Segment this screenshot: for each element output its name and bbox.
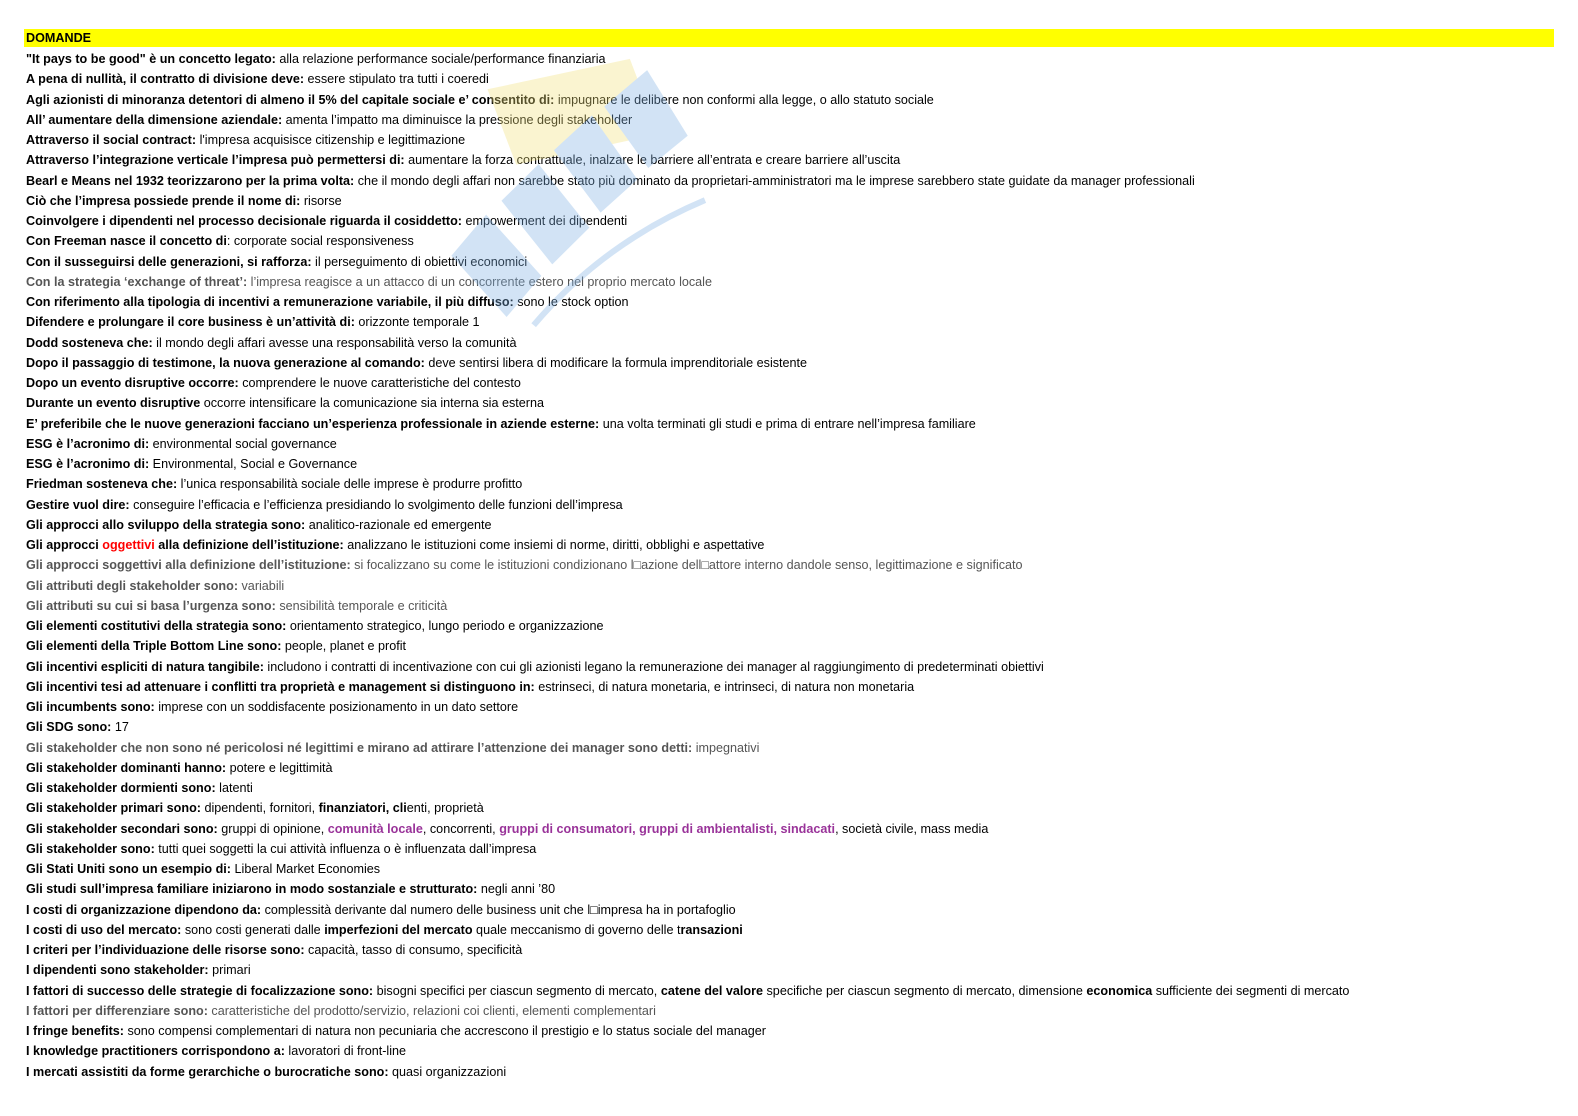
qa-row	[24, 555, 1554, 575]
answer-text: dipendenti, fornitori,	[200, 801, 319, 816]
question-text: E’ preferibile che le nuove generazioni facciano un’esperienza professionale in aziende esterne:	[26, 416, 600, 431]
question-text: "It pays to be good" è un concetto legato:	[26, 52, 276, 66]
question-text: I costi di organizzazione dipendono da:	[26, 902, 262, 917]
answer-text: imprese con un soddisfacente posizionamento in un dato settore	[154, 700, 519, 714]
answer-text: aumentare la forza contrattuale, inalzare le barriere all’entrata e creare barriere all’uscita	[404, 153, 901, 168]
answer-text: quale meccanismo di governo delle t	[472, 922, 681, 937]
qa-row	[24, 353, 1554, 373]
answer-text: capacità, tasso di consumo, specificità	[304, 943, 523, 957]
qa-row	[24, 920, 1554, 940]
qa-row	[24, 778, 1554, 798]
question-text: Con riferimento alla tipologia di incentivi a remunerazione variabile, il più diffuso:	[26, 295, 514, 309]
answer-text: negli anni ’80	[477, 882, 556, 897]
qa-row	[24, 312, 1554, 332]
answer-text: il mondo degli affari avesse una responsabilità verso la comunità	[152, 335, 517, 350]
question-text: I mercati assistiti da forme gerarchiche o burocratiche sono:	[26, 1064, 389, 1079]
qa-row	[24, 616, 1554, 636]
answer-text: sono le stock option	[513, 295, 629, 309]
question-text: Attraverso l’integrazione verticale l’impresa può permettersi di:	[26, 153, 405, 168]
qa-row	[24, 49, 1554, 69]
emphasis-red-text: oggettivi	[102, 538, 155, 552]
answer-text: alla relazione performance sociale/performance finanziaria	[275, 52, 606, 66]
answer-text: analizzano le istituzioni come insiemi di norme, diritti, obblighi e aspettative	[343, 538, 765, 552]
question-text: Gli studi sull’impresa familiare iniziarono in modo sostanziale e strutturato:	[26, 882, 478, 897]
qa-row	[24, 697, 1554, 717]
question-text: ESG è l’acronimo di:	[26, 436, 150, 451]
answer-text: Environmental, Social e Governance	[149, 457, 358, 471]
answer-text: sono costi generati dalle	[181, 922, 325, 937]
qa-row	[24, 636, 1554, 656]
qa-row	[24, 535, 1554, 555]
qa-row	[24, 292, 1554, 312]
answer-text: 17	[111, 720, 129, 735]
answer-text: Liberal Market Economies	[231, 862, 381, 876]
question-text: Gli approcci allo sviluppo della strategia sono:	[26, 517, 306, 532]
question-text: Gli stakeholder dominanti hanno:	[26, 760, 227, 775]
answer-text: sono compensi complementari di natura non pecuniaria che accrescono il prestigio e lo status sociale del manager	[123, 1024, 766, 1038]
answer-text: impegnativi	[692, 740, 760, 755]
question-text: Difendere e prolungare il core business è un’attività di:	[26, 315, 355, 330]
section-header: DOMANDE	[24, 29, 1554, 47]
answer-text: complessità derivante dal numero delle business unit che l□impresa ha in portafoglio	[261, 902, 736, 917]
qa-row	[24, 231, 1554, 251]
emphasis-bold-text: imperfezioni del mercato	[324, 922, 473, 937]
answer-text: deve sentirsi libera di modificare la formula imprenditoriale esistente	[424, 355, 808, 370]
qa-row	[24, 414, 1554, 434]
question-text: Dopo il passaggio di testimone, la nuova generazione al comando:	[26, 355, 425, 370]
answer-text: estrinseci, di natura monetaria, e intrinseci, di natura non monetaria	[534, 679, 915, 694]
question-text: Gli stakeholder dormienti sono:	[26, 781, 216, 795]
qa-row	[24, 393, 1554, 413]
answer-text: orizzonte temporale 1	[354, 315, 480, 330]
qa-row	[24, 191, 1554, 211]
qa-row	[24, 90, 1554, 110]
question-text: Gli incentivi espliciti di natura tangibile:	[26, 659, 264, 674]
qa-row	[24, 495, 1554, 515]
qa-row	[24, 474, 1554, 494]
question-text: Durante un evento disruptive	[26, 396, 201, 411]
question-text: Gli approcci soggettivi alla definizione dell’istituzione:	[26, 558, 351, 573]
answer-text: conseguire l’efficacia e l’efficienza presidiando lo svolgimento delle funzioni dell’impresa	[129, 497, 623, 512]
question-text: alla definizione dell’istituzione:	[154, 538, 344, 552]
qa-row	[24, 717, 1554, 737]
question-text: I fattori di successo delle strategie di focalizzazione sono:	[26, 983, 374, 998]
answer-text: l’impresa reagisce a un attacco di un concorrente estero nel proprio mercato locale	[247, 274, 712, 289]
answer-text: , società civile, mass media	[835, 821, 989, 836]
answer-text: risorse	[300, 193, 342, 208]
answer-text: occorre intensificare la comunicazione sia interna sia esterna	[200, 396, 544, 411]
answer-text: sufficiente dei segmenti di mercato	[1152, 983, 1350, 998]
qa-row	[24, 758, 1554, 778]
question-text: Gestire vuol dire:	[26, 497, 130, 512]
emphasis-bold-text: finanziatori, cli	[318, 801, 407, 816]
question-text: Gli SDG sono:	[26, 720, 112, 735]
answer-text: variabili	[238, 578, 285, 593]
qa-row	[24, 171, 1554, 191]
qa-row	[24, 211, 1554, 231]
question-text: All’ aumentare della dimensione aziendale:	[26, 112, 283, 127]
question-text: Gli incentivi tesi ad attenuare i conflitti tra proprietà e management si distinguono in:	[26, 679, 535, 694]
qa-row	[24, 981, 1554, 1001]
qa-row	[24, 515, 1554, 535]
question-text: Coinvolgere i dipendenti nel processo decisionale riguarda il cosiddetto:	[26, 214, 462, 228]
qa-row	[24, 1041, 1554, 1061]
answer-text: tutti quei soggetti la cui attività influenza o è influenzata dall’impresa	[154, 841, 537, 856]
emphasis-purple-text: comunità locale	[327, 821, 423, 836]
answer-text: environmental social governance	[149, 436, 337, 451]
qa-row	[24, 798, 1554, 818]
answer-text: quasi organizzazioni	[388, 1064, 507, 1079]
qa-row	[24, 333, 1554, 353]
emphasis-bold-text: ransazioni	[680, 922, 743, 937]
answer-text: gruppi di opinione,	[217, 821, 328, 836]
qa-row	[24, 130, 1554, 150]
answer-text: comprendere le nuove caratteristiche del contesto	[238, 376, 521, 390]
qa-row	[24, 657, 1554, 677]
qa-row	[24, 677, 1554, 697]
qa-row	[24, 576, 1554, 596]
emphasis-purple-text: gruppi di consumatori, gruppi di ambientalisti, sindacati	[499, 821, 836, 836]
qa-row	[24, 1001, 1554, 1021]
qa-row	[24, 819, 1554, 839]
question-text: I criteri per l’individuazione delle risorse sono:	[26, 943, 305, 957]
qa-row	[24, 839, 1554, 859]
question-text: Dopo un evento disruptive occorre:	[26, 376, 239, 390]
qa-row	[24, 252, 1554, 272]
answer-text: latenti	[215, 781, 253, 795]
question-text: Con il susseguirsi delle generazioni, si rafforza:	[26, 254, 312, 269]
qa-row	[24, 1021, 1554, 1041]
answer-text: si focalizzano su come le istituzioni condizionano l□azione dell□attore interno dandole senso, legittimazione e significato	[350, 558, 1023, 573]
qa-list	[24, 49, 1554, 1082]
answer-text: l’unica responsabilità sociale delle imprese è produrre profitto	[177, 477, 523, 492]
question-text: Gli attributi su cui si basa l’urgenza sono:	[26, 598, 276, 613]
question-text: I dipendenti sono stakeholder:	[26, 963, 209, 978]
question-text: A pena di nullità, il contratto di divisione deve:	[26, 72, 305, 87]
answer-text: caratteristiche del prodotto/servizio, relazioni coi clienti, elementi complementari	[207, 1003, 656, 1018]
question-text: Bearl e Means nel 1932 teorizzarono per la prima volta:	[26, 173, 355, 188]
qa-row	[24, 859, 1554, 879]
question-text: Gli elementi della Triple Bottom Line sono:	[26, 639, 282, 654]
qa-row	[24, 940, 1554, 960]
question-text: Gli Stati Uniti sono un esempio di:	[26, 862, 232, 876]
answer-text: potere e legittimità	[226, 760, 333, 775]
document-page	[24, 29, 1554, 1082]
qa-row	[24, 454, 1554, 474]
question-text: ESG è l’acronimo di:	[26, 457, 150, 471]
question-text: Gli stakeholder che non sono né pericolosi né legittimi e mirano ad attirare l’attenzione dei manager sono detti:	[26, 740, 693, 755]
answer-text: che il mondo degli affari non sarebbe stato più dominato da proprietari-amministratori ma le imprese sarebbero state guidate da manager professionali	[354, 173, 1195, 188]
question-text: Gli attributi degli stakeholder sono:	[26, 578, 239, 593]
qa-row	[24, 960, 1554, 980]
question-text: Gli incumbents sono:	[26, 700, 155, 714]
question-text: Gli elementi costitutivi della strategia sono:	[26, 619, 287, 633]
emphasis-bold-text: economica	[1086, 983, 1153, 998]
qa-row	[24, 373, 1554, 393]
qa-row	[24, 434, 1554, 454]
qa-row	[24, 110, 1554, 130]
answer-text: enti, proprietà	[406, 801, 484, 816]
answer-text: analitico-razionale ed emergente	[305, 517, 492, 532]
qa-row	[24, 272, 1554, 292]
qa-row	[24, 1062, 1554, 1082]
qa-row	[24, 596, 1554, 616]
question-text: Agli azionisti di minoranza detentori di almeno il 5% del capitale sociale e’ consentito di:	[26, 92, 555, 107]
question-text: Attraverso il social contract:	[26, 133, 197, 147]
answer-text: : corporate social responsiveness	[226, 234, 414, 249]
qa-row	[24, 150, 1554, 170]
qa-row	[24, 900, 1554, 920]
question-text: Dodd sosteneva che:	[26, 335, 153, 350]
answer-text: una volta terminati gli studi e prima di entrare nell’impresa familiare	[599, 416, 976, 431]
answer-text: essere stipulato tra tutti i coeredi	[304, 72, 489, 87]
answer-text: sensibilità temporale e criticità	[275, 598, 448, 613]
answer-text: specifiche per ciascun segmento di mercato, dimensione	[763, 983, 1087, 998]
answer-text: impugnare le delibere non conformi alla legge, o allo statuto sociale	[554, 92, 934, 107]
qa-row	[24, 879, 1554, 899]
question-text: Gli approcci	[26, 538, 103, 552]
answer-text: empowerment dei dipendenti	[461, 214, 628, 228]
answer-text: l'impresa acquisisce citizenship e legittimazione	[196, 133, 466, 147]
answer-text: orientamento strategico, lungo periodo e organizzazione	[286, 619, 604, 633]
question-text: I costi di uso del mercato:	[26, 922, 182, 937]
answer-text: , concorrenti,	[422, 821, 500, 836]
question-text: Con la strategia ‘exchange of threat’:	[26, 274, 248, 289]
question-text: Ciò che l’impresa possiede prende il nome di:	[26, 193, 301, 208]
answer-text: bisogni specifici per ciascun segmento di mercato,	[373, 983, 661, 998]
answer-text: primari	[208, 963, 251, 978]
question-text: Gli stakeholder secondari sono:	[26, 821, 218, 836]
emphasis-bold-text: catene del valore	[660, 983, 764, 998]
question-text: Con Freeman nasce il concetto di	[26, 234, 227, 249]
question-text: I fringe benefits:	[26, 1024, 124, 1038]
qa-row	[24, 69, 1554, 89]
question-text: Gli stakeholder sono:	[26, 841, 155, 856]
answer-text: lavoratori di front-line	[284, 1044, 406, 1059]
answer-text: il perseguimento di obiettivi economici	[311, 254, 528, 269]
question-text: I knowledge practitioners corrispondono a:	[26, 1044, 285, 1059]
qa-row	[24, 738, 1554, 758]
answer-text: people, planet e profit	[281, 639, 407, 654]
question-text: Gli stakeholder primari sono:	[26, 801, 201, 816]
answer-text: amenta l’impatto ma diminuisce la pressione degli stakeholder	[282, 112, 633, 127]
answer-text: includono i contratti di incentivazione con cui gli azionisti legano la remunerazione dei manager al raggiungimento di predeterminati obiettivi	[263, 659, 1044, 674]
question-text: Friedman sosteneva che:	[26, 477, 178, 492]
question-text: I fattori per differenziare sono:	[26, 1003, 208, 1018]
